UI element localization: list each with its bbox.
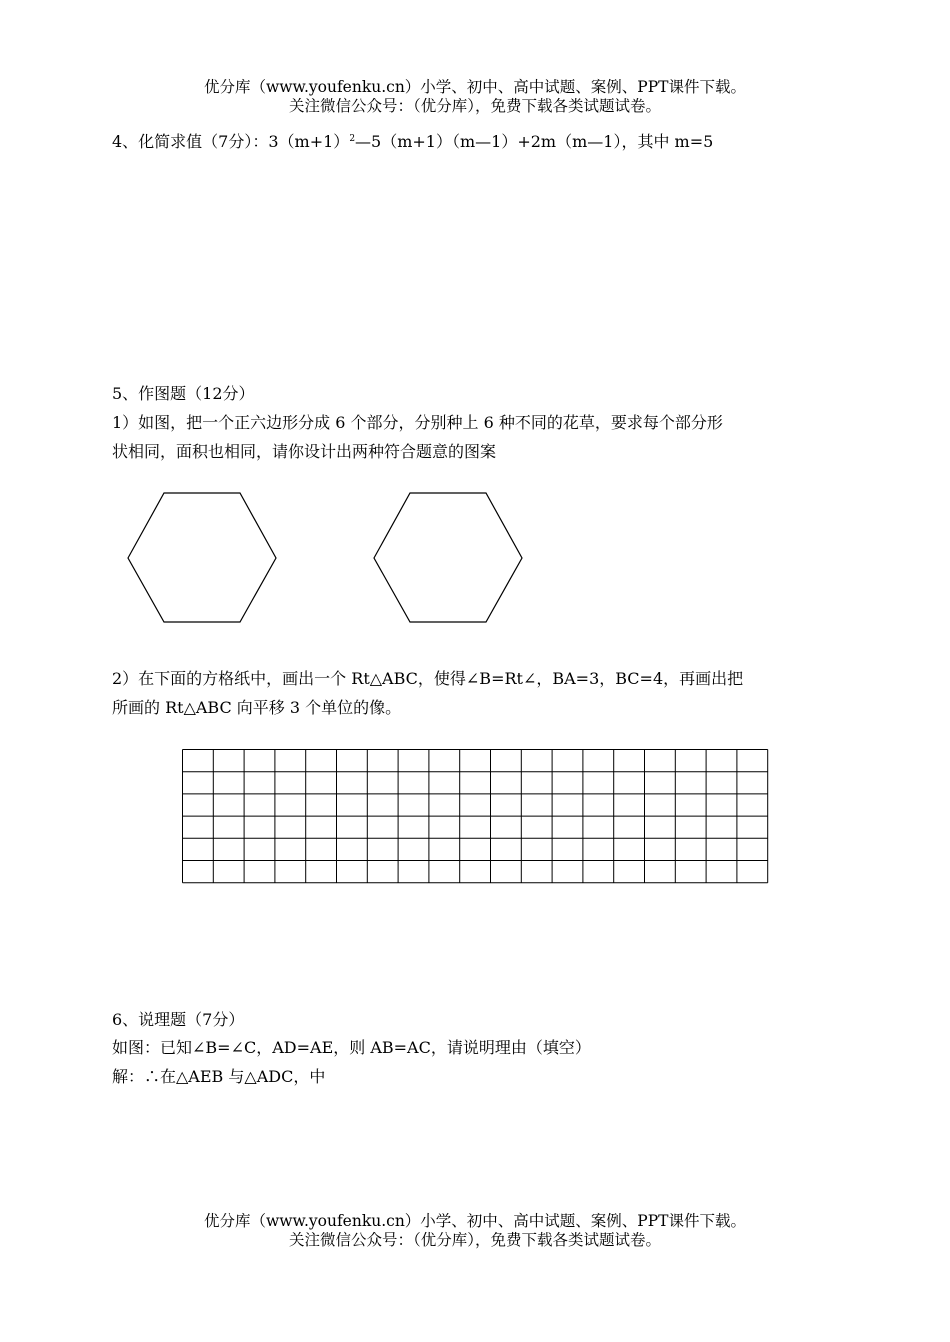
- page-header: [0, 78, 950, 116]
- header-line-1: 优分库（www.youfenku.cn）小学、初中、高中试题、案例、PPT课件下载。: [203, 78, 747, 96]
- question-5-part2-line-1: 2）在下面的方格纸中，画出一个 Rt△ABC，使得∠B=Rt∠，BA=3，BC=4，再画出把: [112, 669, 744, 688]
- question-5-part2-line-2: 所画的 Rt△ABC 向平移 3 个单位的像。: [112, 698, 402, 717]
- square-grid-paper: [182, 749, 770, 885]
- question-5-part1-line-2: 状相同，面积也相同，请你设计出两种符合题意的图案: [112, 442, 497, 461]
- question-4: [112, 129, 713, 152]
- page-footer: [0, 1212, 950, 1250]
- footer-line-1: 优分库（www.youfenku.cn）小学、初中、高中试题、案例、PPT课件下载。: [203, 1212, 747, 1230]
- question-6-line-2: 解：∴在△AEB 与△ADC，中: [112, 1067, 326, 1086]
- question-4-exponent: 2: [349, 134, 356, 144]
- hexagon-figures: [124, 490, 524, 626]
- question-4-text-b: —5（m+1）（m—1）+2m（m—1），其中 m=5: [355, 132, 714, 151]
- footer-line-2: 关注微信公众号：（优分库），免费下载各类试题试卷。: [288, 1231, 661, 1249]
- question-4-text-a: 4、化简求值（7分）：3（m+1）: [112, 132, 350, 151]
- question-6-title: 6、说理题（7分）: [112, 1010, 245, 1029]
- hexagon-1: [128, 493, 276, 622]
- question-5-part1-line-1: 1）如图，把一个正六边形分成 6 个部分，分别种上 6 种不同的花草，要求每个部分形: [112, 413, 723, 432]
- header-line-2: 关注微信公众号：（优分库），免费下载各类试题试卷。: [288, 97, 661, 115]
- question-5-title: 5、作图题（12分）: [112, 384, 255, 403]
- hexagon-2: [374, 493, 522, 622]
- question-6-line-1: 如图：已知∠B=∠C，AD=AE，则 AB=AC，请说明理由（填空）: [112, 1038, 591, 1057]
